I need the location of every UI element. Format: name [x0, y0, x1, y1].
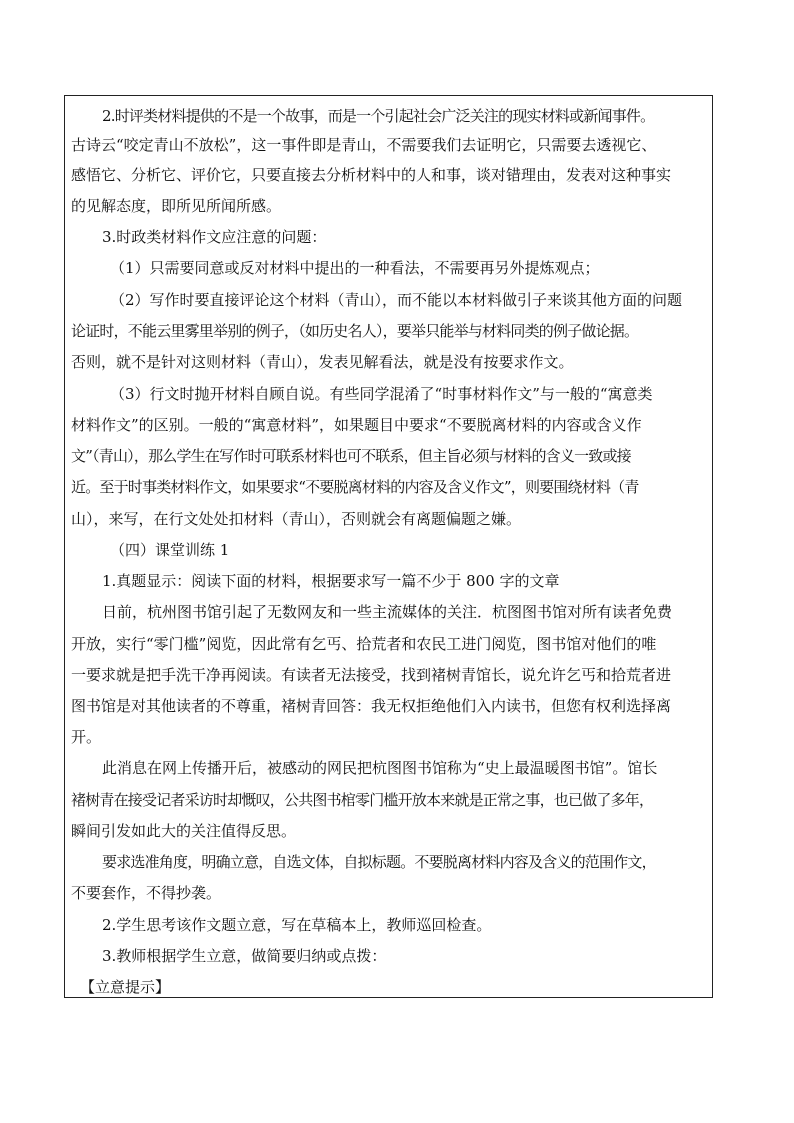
- paragraph-line: 文”（青山），那么学生在写作时可联系材料也可不联系，但主旨必须与材料的含义一致或接: [71, 447, 631, 465]
- paragraph-line: 否则，就不是针对这则材料（青山），发表见解看法，就是没有按要求作文。: [71, 353, 574, 371]
- paragraph-line: 的见解态度，即所见所闻所感。: [71, 197, 282, 215]
- paragraph-line: 山），来写，在行文处处扣材料（青山），否则就会有离题偏题之嫌。: [71, 510, 522, 528]
- paragraph-line: 2.学生思考该作文题立意，写在草稿本上，教师巡回检查。: [102, 916, 492, 934]
- section-heading: （四）课堂训练 1: [110, 541, 230, 559]
- paragraph-line: 论证时，不能云里雾里举别的例子，（如历史名人），要举只能举与材料同类的例子做论据。: [71, 322, 639, 340]
- paragraph-line: 开放，实行“零门槛”阅览，因此常有乞丐、拾荒者和农民工进门阅览，图书馆对他们的唯: [71, 635, 657, 653]
- paragraph-line: 一要求就是把手洗干净再阅读。有读者无法接受，找到褚树青馆长，说允许乞丐和拾荒者进: [71, 666, 672, 684]
- paragraph-line: （3）行文时抛开材料自顾自说。有些同学混淆了“时事材料作文”与一般的“寓意类: [110, 385, 653, 403]
- paragraph-line: 感悟它、分析它、评价它，只要直接去分析材料中的人和事，谈对错理由，发表对这种事实: [71, 166, 672, 184]
- paragraph-line: 图书馆是对其他读者的不尊重，褚树青回答：我无权拒绝他们入内读书，但您有权利选择离: [71, 697, 672, 715]
- paragraph-line: （1）只需要同意或反对材料中提出的一种看法，不需要再另外提炼观点；: [110, 259, 600, 277]
- paragraph-line: 不要套作，不得抄袭。: [71, 884, 222, 902]
- paragraph-line: 近。至于时事类材料作文，如果要求“不要脱离材料的内容及含义作文”，则要围绕材料（青: [71, 478, 639, 496]
- paragraph-line: 材料作文”的区别。一般的“寓意材料”，如果题目中要求“不要脱离材料的内容或含义作: [71, 416, 642, 434]
- paragraph-line: 褚树青在接受记者采访时却慨叹，公共图书棺零门槛开放本来就是正常之事，也已做了多年，: [71, 791, 654, 809]
- paragraph-line: 开。: [71, 728, 102, 746]
- section-heading: 【立意提示】: [80, 978, 171, 996]
- paragraph-line: 日前，杭州图书馆引起了无数网友和一些主流媒体的关注．杭图图书馆对所有读者免费: [102, 603, 673, 621]
- paragraph-line: 3.教师根据学生立意，做简要归纳或点拨：: [102, 947, 387, 965]
- paragraph-line: 瞬间引发如此大的关注值得反思。: [71, 822, 297, 840]
- paragraph-line: 1.真题显示：阅读下面的材料，根据要求写一篇不少于 800 字的文章: [102, 572, 560, 590]
- paragraph-line: 2.时评类材料提供的不是一个故事，而是一个引起社会广泛关注的现实材料或新闻事件。: [102, 107, 655, 125]
- paragraph-line: 要求选准角度，明确立意，自选文体，自拟标题。不要脱离材料内容及含义的范围作文，: [102, 853, 656, 871]
- paragraph-line: 古诗云“咬定青山不放松”，这一事件即是青山，不需要我们去证明它，只需要去透视它、: [71, 136, 657, 154]
- paragraph-line: （2）写作时要直接评论这个材料（青山），而不能以本材料做引子来谈其他方面的问题: [110, 291, 683, 309]
- paragraph-line: 此消息在网上传播开后，被感动的网民把杭图图书馆称为“史上最温暖图书馆”。馆长: [102, 759, 658, 777]
- section-heading: 3.时政类材料作文应注意的问题：: [102, 228, 327, 246]
